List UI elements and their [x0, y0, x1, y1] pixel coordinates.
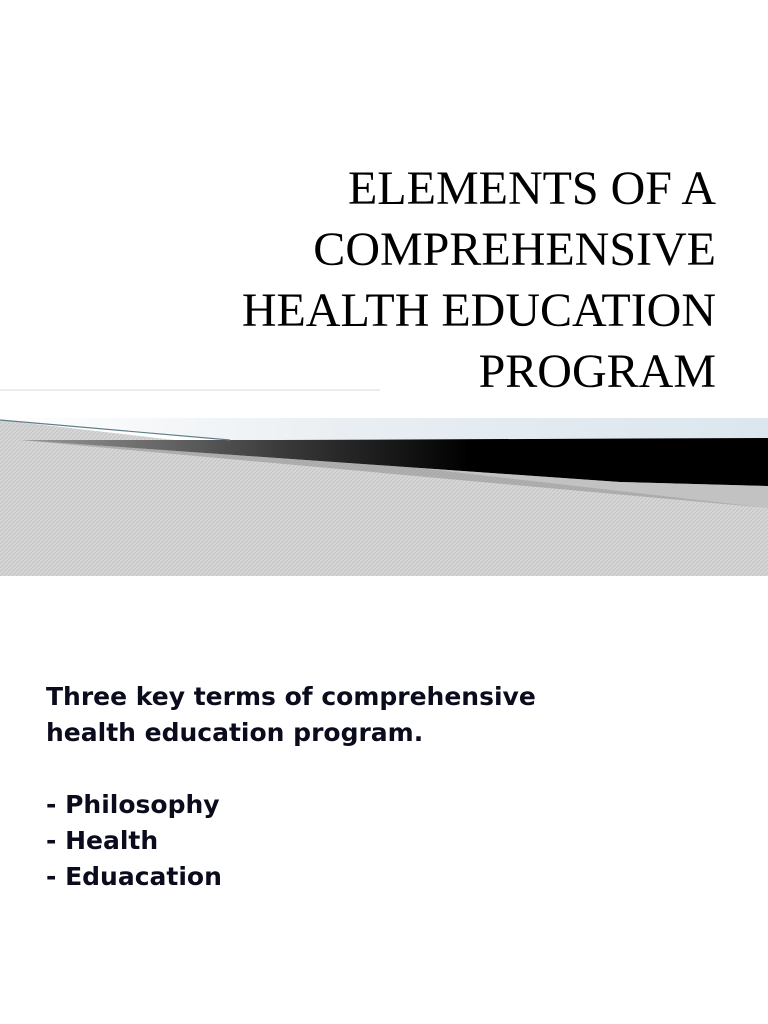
decorative-band: [0, 380, 768, 580]
title-line-4: PROGRAM: [478, 345, 716, 398]
list-item: - Health: [46, 826, 159, 855]
list-item: - Philosophy: [46, 790, 220, 819]
title-line-2: COMPREHENSIVE: [313, 223, 716, 276]
intro-line-1: Three key terms of comprehensive: [46, 682, 536, 711]
intro-line-2: health education program.: [46, 718, 424, 747]
title-line-1: ELEMENTS OF A: [347, 162, 716, 215]
list-item: - Eduacation: [46, 862, 222, 891]
slide-body: [46, 679, 726, 895]
key-terms-list: [46, 787, 726, 895]
slide-title: [96, 158, 716, 402]
title-line-3: HEALTH EDUCATION: [241, 284, 716, 337]
